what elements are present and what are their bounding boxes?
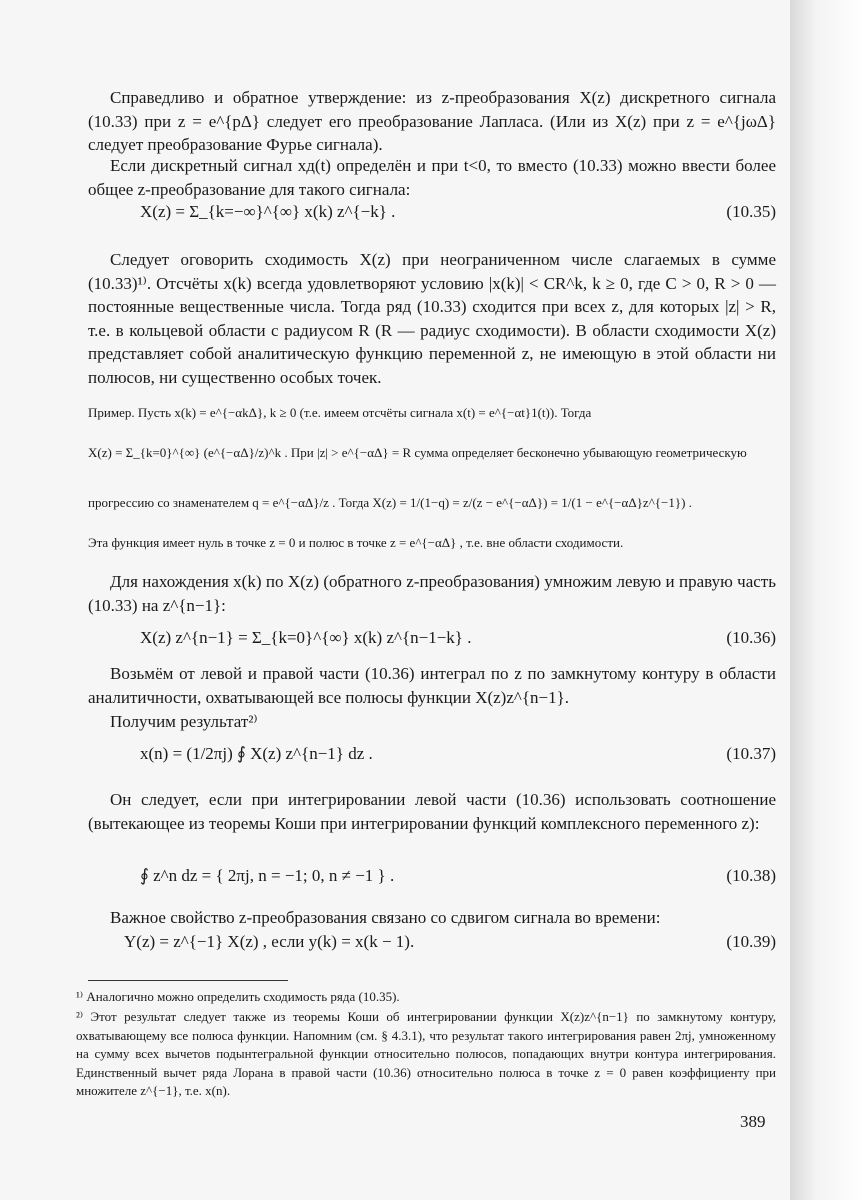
paragraph-shift-property: Важное свойство z-преобразования связано со сдвигом сигнала во времени:	[110, 908, 661, 927]
paragraph-contour-integral: Возьмём от левой и правой части (10.36) интеграл по z по замкнутому контуру в области аналитичности, охватывающей все полюсы функции X(z)z^{n−1}.	[88, 664, 776, 707]
example-line-4: Эта функция имеет нуль в точке z = 0 и полюс в точке z = e^{−αΔ} , т.е. вне области сходимости.	[88, 535, 624, 550]
paragraph-convergence: Следует оговорить сходимость X(z) при неограниченном числе слагаемых в сумме (10.33)¹⁾. Отсчёты x(k) всегда удовлетворяют условию |x(k)| < CR^k, k ≥ 0, где C > 0, R > 0 — постоянные вещественные числа. Тогда ряд (10.33) сходится при всех z, для которых |z| > R, т.е. в кольцевой области с радиусом R (R — радиус сходимости). В области сходимости X(z) представляет собой аналитическую функцию переменной z, не имеющую в этой области ни полюсов, ни существенно особых точек.	[88, 250, 776, 387]
equation-10-37-body: x(n) = (1/2πj) ∮ X(z) z^{n−1} dz .	[140, 744, 373, 763]
paragraph-inverse-statement: Справедливо и обратное утверждение: из z-преобразования X(z) дискретного сигнала (10.33) при z = e^{pΔ} следует его преобразование Лапласа. (Или из X(z) при z = e^{jωΔ} следует преобразование Фурье сигнала).	[88, 88, 776, 154]
paragraph-result: Получим результат²⁾	[110, 712, 258, 731]
equation-10-36-body: X(z) z^{n−1} = Σ_{k=0}^{∞} x(k) z^{n−1−k} .	[140, 628, 472, 647]
footnote-1: ¹⁾ Аналогично можно определить сходимость ряда (10.35).	[76, 989, 400, 1004]
equation-10-37	[140, 744, 776, 784]
equation-10-39-number: (10.39)	[726, 932, 776, 951]
equation-10-35	[140, 202, 776, 242]
page-number: 389	[740, 1112, 766, 1131]
equation-10-39-body: Y(z) = z^{−1} X(z) , если y(k) = x(k − 1).	[124, 932, 415, 951]
equation-10-35-body: X(z) = Σ_{k=−∞}^{∞} x(k) z^{−k} .	[140, 202, 396, 221]
equation-10-37-number: (10.37)	[726, 744, 776, 763]
equation-10-36-number: (10.36)	[726, 628, 776, 647]
paragraph-general-z-transform: Если дискретный сигнал xд(t) определён и при t<0, то вместо (10.33) можно ввести более общее z-преобразование для такого сигнала:	[88, 156, 776, 199]
paragraph-cauchy-relation: Он следует, если при интегрировании левой части (10.36) использовать соотношение (вытекающее из теоремы Коши при интегрировании функций комплексного переменного z):	[88, 790, 776, 833]
example-line-3: прогрессию со знаменателем q = e^{−αΔ}/z . Тогда X(z) = 1/(1−q) = z/(z − e^{−αΔ}) = 1/(1 − e^{−αΔ}z^{−1}) .	[88, 495, 692, 510]
footnote-separator	[88, 980, 288, 981]
equation-10-35-number: (10.35)	[726, 202, 776, 221]
equation-10-38-body: ∮ z^n dz = { 2πj, n = −1; 0, n ≠ −1 } .	[140, 866, 395, 885]
equation-10-38	[140, 866, 776, 906]
example-line-2: X(z) = Σ_{k=0}^{∞} (e^{−αΔ}/z)^k . При |z| > e^{−αΔ} = R сумма определяет бесконечно убывающую геометрическую	[88, 445, 747, 460]
page-edge-shadow	[790, 0, 863, 1200]
paragraph-inverse-transform: Для нахождения x(k) по X(z) (обратного z-преобразования) умножим левую и правую часть (10.33) на z^{n−1}:	[88, 572, 776, 615]
footnote-2: ²⁾ Этот результат следует также из теоремы Коши об интегрировании функции X(z)z^{n−1} по замкнутому контуру, охватывающему все полюса функции. Напомним (см. § 4.3.1), что результат такого интегрирования равен 2πj, умноженному на сумму всех вычетов подынтегральной функции относительно полюсов, попадающих внутри контура интегрирования. Единственный вычет ряда Лорана в правой части (10.36) относительно полюса в точке z = 0 равен коэффициенту при множителе z^{−1}, т.е. x(n).	[76, 1009, 776, 1098]
example-line-1: Пример. Пусть x(k) = e^{−αkΔ}, k ≥ 0 (т.е. имеем отсчёты сигнала x(t) = e^{−αt}1(t)). Тогда	[88, 405, 592, 420]
equation-10-38-number: (10.38)	[726, 866, 776, 885]
equation-10-39	[124, 932, 776, 972]
